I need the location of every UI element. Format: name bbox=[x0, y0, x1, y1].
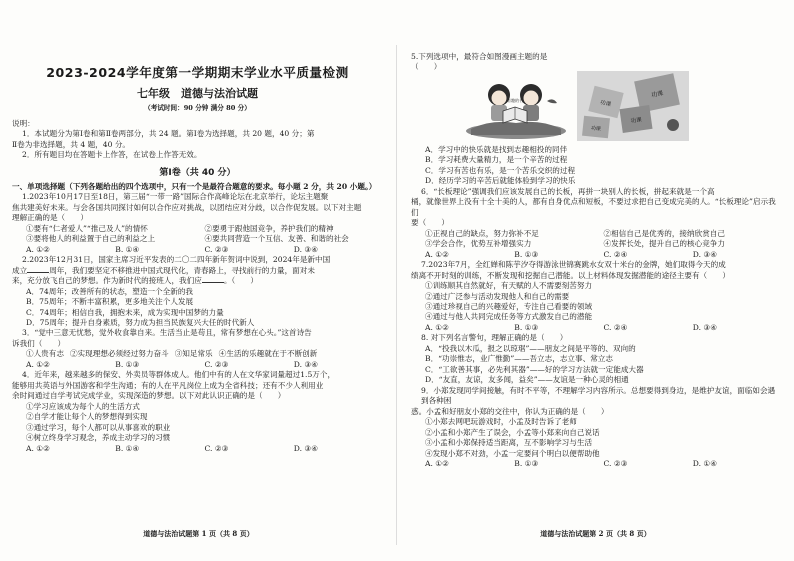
q9-choice-c: C. ②③ bbox=[603, 459, 628, 468]
q9-option-4: ④发现小郑不对劲，小孟一定要问个明白以便帮助他 bbox=[425, 448, 600, 458]
bin-label-4: 功课 bbox=[590, 125, 602, 133]
q6-choice-c: C. ②④ bbox=[603, 249, 628, 259]
q3-text-b: 诉我们（ ） bbox=[12, 338, 66, 348]
book-label: 有趣的书 bbox=[507, 97, 523, 103]
q7-text-a: 7.2023年7月，全红婵和陈芋汐夺得游泳世锦赛跳水女双十米台的金牌，她们取得今天的成 bbox=[421, 260, 726, 270]
q7-choices bbox=[411, 323, 782, 333]
q1-choice-a: A. ①② bbox=[26, 244, 50, 254]
q1-text-c: 理解正确的是（ ） bbox=[12, 213, 88, 223]
q2-text-c-end: 。（ ） bbox=[223, 276, 259, 286]
q9-text-a: 9．小郑发现同学间接触，有时不平等，不理解学习内容所示。总想要得到身边，是维护友谊，面临如会遇到各种困 bbox=[421, 385, 776, 406]
q3-option-2: ②实现理想必须经过努力奋斗 bbox=[69, 349, 169, 359]
exam-subject: 七年级 道德与法治试题 bbox=[137, 87, 258, 101]
q1-text-a: 1.2023年10月17日至18日，第三届“一带一路”国际合作高峰论坛在北京举行，论坛主题聚 bbox=[22, 192, 329, 202]
q6-option-4: ④发挥长处，提升自己的核心竞争力 bbox=[603, 239, 725, 249]
q7-choice-d: D. ③④ bbox=[692, 322, 718, 332]
q4-choice-b: B. ①④ bbox=[115, 443, 140, 453]
q4-choice-d: D. ③④ bbox=[293, 443, 319, 453]
q8-option-c: C．“工欲善其事，必先利其器”——好的学习方法就一定能成大器 bbox=[425, 364, 644, 374]
q5-option-d: D．经历学习的辛苦后就能体验到学习的快乐 bbox=[425, 176, 576, 186]
q8-option-d: D．“友直，友谅，友多闻，益矣”——友谊是一种心灵的相通 bbox=[425, 375, 629, 385]
q9-option-3: ③小孟和小郑保持适当距离，互不影响学习与生活 bbox=[425, 438, 593, 448]
q6-text-b: 桶，就像世界上没有十全十美的人，都有自身优点和短板，不要过求把自己变成完美的人。“长板理论”启示我们 bbox=[411, 197, 776, 217]
q1-option-4: ④要共同营造一个互信、友善、和谐的社会 bbox=[204, 234, 349, 244]
right-page-footer: 道德与法治试题第 2 页（共 8 页） bbox=[540, 529, 651, 539]
q5-text: 5.下列选项中，最符合如图漫画主题的是（ ） bbox=[411, 52, 548, 72]
q9-option-1: ①小郑去网吧玩游戏时，小孟及时告诉了老师 bbox=[425, 417, 577, 427]
exam-title: 2023-2024学年度第一学期期末学业水平质量检测 bbox=[46, 65, 349, 80]
q2-option-c: C．74周年；相信自我，拥抱未来，成为实现中国梦的力量 bbox=[26, 307, 224, 317]
bin-label-3: 功课 bbox=[630, 117, 643, 125]
notes-label: 说明： bbox=[12, 118, 35, 128]
cartoon-homework-bins bbox=[577, 71, 689, 141]
q6-choice-a: A. ①② bbox=[425, 249, 449, 259]
q6-choices bbox=[411, 250, 782, 260]
q2-option-b: B．75周年；不断丰富积累，更多地关注个人发展 bbox=[26, 297, 194, 307]
q6-option-1: ①正视自己的缺点，努力弥补不足 bbox=[425, 228, 539, 238]
q7-option-2: ②通过广泛参与活动发现他人和自己的需要 bbox=[425, 291, 570, 301]
q2-option-a: A．74周年；改善所有的状态，塑造一个全新的我 bbox=[26, 286, 194, 296]
q4-text-c: 余时间通过自学考试完成学业，实现深造的梦想。以下对此认识正确的是（ ） bbox=[12, 391, 286, 401]
q3-choice-d: D. ③④ bbox=[293, 359, 319, 369]
q1-option-3: ③要将他人的利益置于自己的利益之上 bbox=[26, 234, 156, 244]
q9-choices bbox=[411, 459, 782, 469]
q1-choice-d: D. ③④ bbox=[293, 244, 319, 254]
q4-option-4: ④树立终身学习观念，养成主动学习的习惯 bbox=[26, 433, 171, 443]
q6-choice-d: D. ③④ bbox=[692, 249, 718, 259]
q8-text: 8. 对下列名言警句，理解正确的是（ ） bbox=[421, 333, 568, 343]
q3-option-3: ③知足常乐 bbox=[174, 349, 213, 359]
q3-choice-a: A. ①② bbox=[26, 359, 50, 369]
q2-text-b bbox=[12, 266, 383, 276]
cartoon-reading-children bbox=[461, 71, 571, 141]
q1-choice-b: B. ①④ bbox=[115, 244, 140, 254]
q3-choices bbox=[12, 360, 383, 370]
q9-choice-b: B. ①③ bbox=[514, 459, 539, 468]
q4-option-3: ③通过学习，每个人都可以从事喜欢的职业 bbox=[26, 422, 171, 432]
q5-option-a: A．学习中的快乐就是找到志趣相投的同伴 bbox=[425, 144, 568, 154]
q7-text-b: 绩离不开时刻的训练，不断发现和挖掘自己潜能。以上材料体现发掘潜能的途径主要有（ ） bbox=[411, 270, 730, 280]
q2-blank-2 bbox=[202, 276, 224, 283]
q4-choice-c: C. ②③ bbox=[204, 443, 229, 453]
q2-text-b-post: 周年，我们要坚定不移推进中国式现代化，青春路上，寻找前行的力量，面对未 bbox=[49, 265, 315, 275]
q9-choice-a: A. ①② bbox=[425, 459, 449, 468]
q2-text-b-pre: 成立 bbox=[12, 265, 28, 275]
q2-text-c bbox=[12, 276, 383, 286]
q4-choices bbox=[12, 444, 383, 454]
q3-options bbox=[12, 349, 383, 359]
q2-text-c-main: 来，充分放飞自己的梦想。作为新时代的接班人，我们应 bbox=[12, 276, 202, 286]
q7-option-1: ①训练顺其自然就好，有天赋的人不需要刻苦努力 bbox=[425, 281, 593, 291]
q5-option-c: C．学习有苦也有乐，是一个苦乐交织的过程 bbox=[425, 165, 576, 175]
note-1a: 1．本试题分为第Ⅰ卷和第Ⅱ卷两部分，共 24 题。第Ⅰ卷为选择题，共 20 题，40 分；第 bbox=[22, 129, 315, 139]
q5-option-b: B．学习耗费大量精力，是一个辛苦的过程 bbox=[425, 155, 568, 165]
q5-row bbox=[411, 52, 782, 73]
q1-choice-c: C. ②③ bbox=[204, 244, 229, 254]
q4-option-1: ①学习应该成为每个人的生活方式 bbox=[26, 401, 140, 411]
q6-options-row-1 bbox=[411, 229, 782, 239]
q3-choice-c: C. ②③ bbox=[204, 359, 229, 369]
q3-option-1: ①人贵有志 bbox=[26, 349, 64, 359]
q2-text-a: 2.2023年12月31日，国家主席习近平发表的二〇二四年新年贺词中说到，2024年是新中国 bbox=[22, 255, 331, 265]
q6-options-row-2 bbox=[411, 239, 782, 249]
q1-text-b: 焦共建美好未来。与会各国共同探讨如何以合作应对挑战，以团结应对分歧，以合作促发展。以下对主题 bbox=[12, 202, 362, 212]
q6-option-2: ②相信自己是优秀的，接纳欣赏自己 bbox=[603, 228, 725, 238]
q3-option-4: ④生活的乐趣就在于不断创新 bbox=[218, 349, 318, 359]
bin-label-1: 功课 bbox=[650, 89, 664, 100]
q7-option-4: ④通过与他人共同完成任务等方式激发自己的潜能 bbox=[425, 312, 593, 322]
q1-options-row-1 bbox=[12, 224, 383, 234]
q7-choice-c: C. ②④ bbox=[603, 322, 628, 332]
bin-label-2: 功课 bbox=[599, 99, 612, 109]
q9-text-b: 惑。小孟和好朋友小郑的交往中，你认为正确的是（ ） bbox=[411, 406, 609, 416]
q6-choice-b: B. ①③ bbox=[514, 249, 539, 259]
q7-choice-a: A. ①② bbox=[425, 322, 449, 332]
q8-option-a: A．“投我以木瓜，报之以琼琚”——朋友之间是平等的、双向的 bbox=[425, 343, 636, 353]
q1-options-row-2 bbox=[12, 234, 383, 244]
q8-option-b: B．“功崇惟志，业广惟勤”——吾立志，志立事、常立志 bbox=[425, 354, 613, 364]
q1-option-1: ①要有“仁者爱人”“推己及人”的情怀 bbox=[26, 223, 148, 233]
q6-option-3: ③学会合作，优势互补增强实力 bbox=[425, 239, 532, 249]
note-1b: Ⅱ卷为非选择题，共 4 题，40 分。 bbox=[12, 139, 131, 149]
q4-choice-a: A. ①② bbox=[26, 443, 50, 453]
q2-blank-1 bbox=[27, 266, 49, 273]
q7-option-3: ③通过珍视自己的兴趣爱好，专注自己看要的领域 bbox=[425, 301, 593, 311]
q5-illustration bbox=[461, 71, 782, 141]
q6-text-a: 6．“长板理论”强调我们应该发展自己的长板，再拼一块别人的长板，拼起来就是一个高 bbox=[421, 186, 715, 196]
right-page bbox=[397, 0, 794, 561]
left-page-footer: 道德与法治试题第 1 页（共 8 页） bbox=[143, 529, 254, 539]
q4-text-a: 4．近年来，越来越多的保安、外卖员等群体成人。他们中有的人在文华家词量超过1.5万个， bbox=[22, 370, 336, 380]
q3-text-a: 3．“觉中三意无忧愁，觉外收食靠自来。生活当止是苟且，常有梦想在心头。”这首诗告 bbox=[22, 328, 312, 338]
q9-option-2: ②小孟和小郑产生了误会，小孟等小郑来向自己说话 bbox=[425, 427, 600, 437]
q2-option-d: D．75周年；提升自身素质，努力成为担当民族复兴大任的时代新人 bbox=[26, 318, 255, 328]
part-1-instructions: 一、单项选择题（下列各题给出的四个选项中，只有一个是最符合题意的要求。每小题 2 分，共 20 小题。） bbox=[12, 181, 377, 191]
exam-time: （考试时间：90 分钟 满分 80 分） bbox=[144, 103, 251, 112]
q3-choice-b: B. ①③ bbox=[115, 359, 140, 369]
q9-choice-d: D. ①④ bbox=[692, 459, 718, 468]
q4-option-2: ②自学才能让每个人的梦想得到实现 bbox=[26, 412, 148, 422]
note-2: 2．所有题目均在答题卡上作答，在试卷上作答无效。 bbox=[22, 150, 202, 160]
q7-choice-b: B. ①③ bbox=[514, 322, 539, 332]
q1-choices bbox=[12, 245, 383, 255]
q6-text-c: 要（ ） bbox=[411, 218, 449, 228]
q4-text-b: 能够用共英语与外国游客和学生沟通；有的人在平凡岗位上成为全省科技；还有不少人利用业 bbox=[12, 380, 324, 390]
section-1-title: 第Ⅰ卷（共 40 分） bbox=[159, 167, 236, 178]
q1-option-2: ②要勇于跟他国竞争，养护我们的精神 bbox=[204, 223, 334, 233]
